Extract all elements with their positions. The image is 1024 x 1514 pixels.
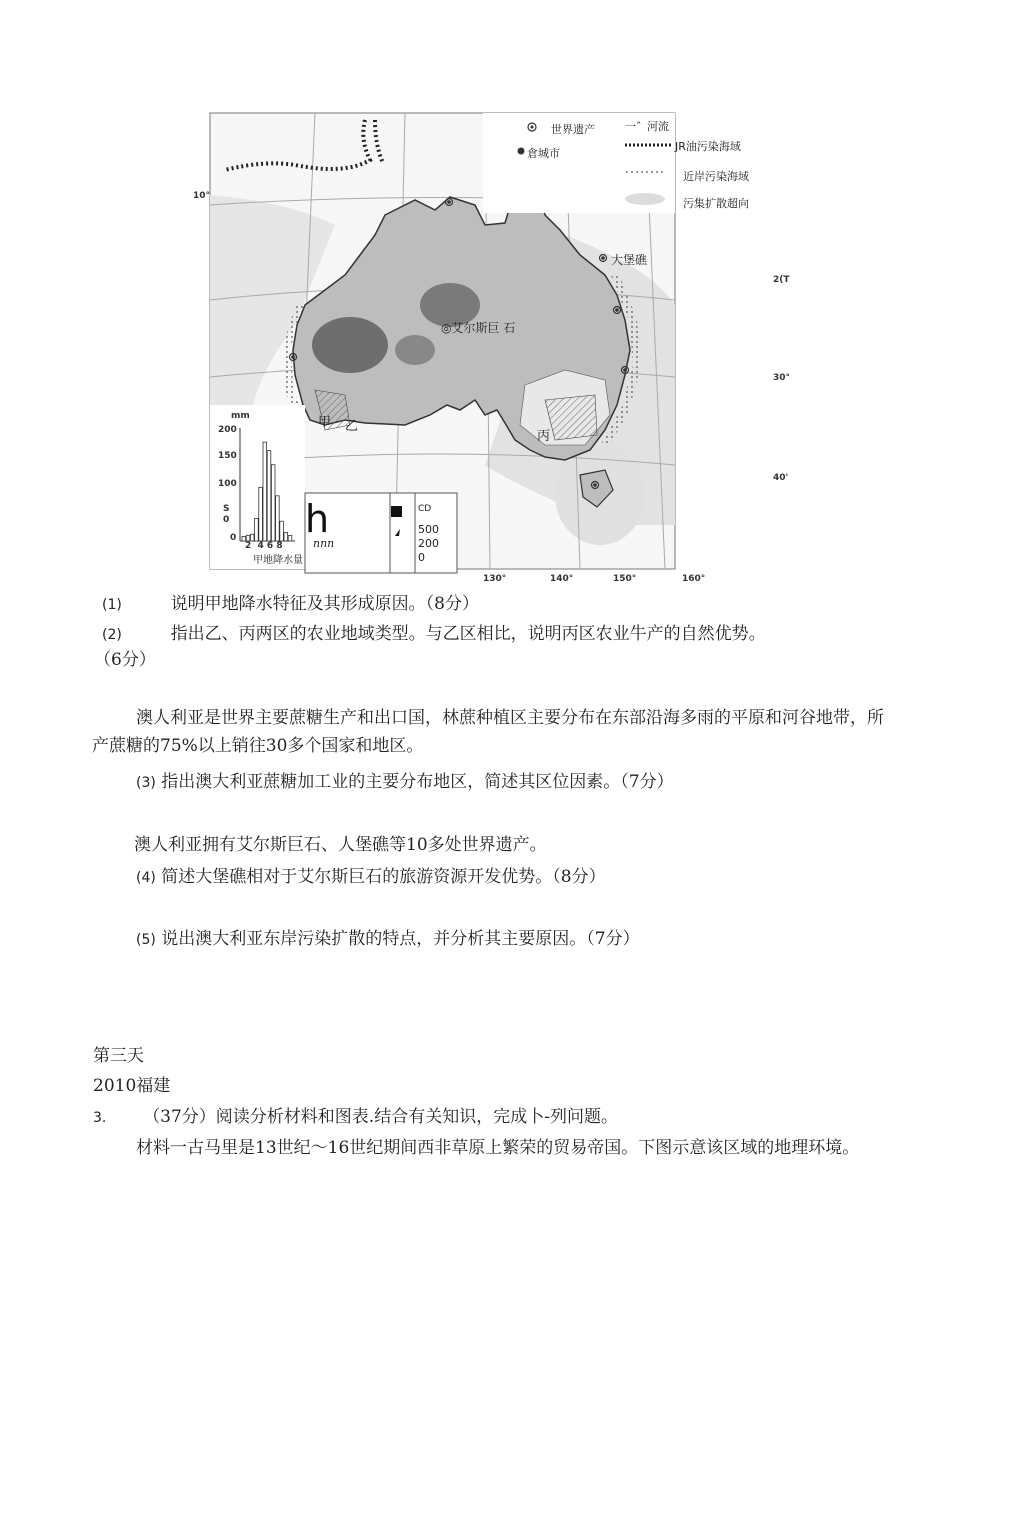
elev-0: 0 xyxy=(418,551,425,564)
legend-city: 倉城市 xyxy=(527,147,560,160)
rain-tick-0: 0 xyxy=(230,533,237,543)
question-3-text: 指出澳大利亚蔗糖加工业的主要分布地区，简述其区位因素。（7分） xyxy=(161,772,674,792)
elev-200: 200 xyxy=(418,537,439,550)
dark-region-3 xyxy=(395,335,435,365)
rain-tick-50: S 0 xyxy=(223,504,230,525)
label-great-barrier-reef: 大堡礁 xyxy=(611,253,648,267)
lat-30: 30° xyxy=(773,373,791,383)
lat-10: 10° xyxy=(193,191,211,201)
rain-tick-100: 100 xyxy=(218,479,237,489)
elev-unit: nnn xyxy=(313,537,335,550)
legend-coastal-pollution: 近岸污染海域 xyxy=(683,170,749,183)
legend-river: 河流 xyxy=(647,120,669,133)
paragraph-heritage: 澳人利亚拥有艾尔斯巨石、人堡礁等10多处世界遗产。 xyxy=(134,835,547,855)
elev-500: 500 xyxy=(418,523,439,536)
lat-20: 2(T xyxy=(773,275,790,285)
question-2-number: (2) xyxy=(102,627,122,643)
rain-bar xyxy=(276,496,280,541)
rain-bar xyxy=(255,518,259,541)
australia-map-figure xyxy=(185,105,815,595)
rain-bar xyxy=(284,533,288,541)
lon-150: 150° xyxy=(613,574,637,584)
legend-river-mark: 一ˆ xyxy=(625,120,642,133)
question-4-text: 简述大堡礁相对于艾尔斯巨石的旅游资源开发优势。（8分） xyxy=(161,867,606,887)
question-1-number: (1) xyxy=(102,597,122,613)
legend-oil-pollution: JR油污染海域 xyxy=(675,140,741,153)
rain-bar xyxy=(267,451,271,541)
lon-140: 140° xyxy=(550,574,574,584)
day3-material: 材料一古马里是13世纪～16世纪期间西非草原上繁荣的贸易帝国。下图示意该区域的地理环境。 xyxy=(136,1138,860,1158)
rain-tick-150: 150 xyxy=(218,451,237,461)
rain-bar xyxy=(263,442,267,541)
question-3-number: (3) xyxy=(136,775,156,791)
day3-source: 2010福建 xyxy=(93,1076,171,1096)
question-2 xyxy=(102,622,766,647)
rain-bar xyxy=(280,521,284,541)
day3-question-number: 3. xyxy=(93,1110,107,1126)
question-5-text: 说出澳大利亚东岸污染扩散的特点，并分析其主要原因。（7分） xyxy=(161,929,640,949)
label-yi: 乙 xyxy=(345,419,359,434)
rain-caption: 甲地降水量 xyxy=(253,555,303,566)
label-uluru: ◎艾尔斯巨 石 xyxy=(441,321,516,335)
label-jia: 甲 xyxy=(318,415,332,430)
elev-cd: CD xyxy=(418,504,432,514)
question-4 xyxy=(136,865,606,890)
paragraph-sugar: 澳人利亚是世界主要蔗糖生产和出口国，林蔗种植区主要分布在东部沿海多雨的平原和河谷地带，所产蔗糖的75%以上销往30多个国家和地区。 xyxy=(92,708,884,756)
question-2-text: 指出乙、丙两区的农业地域类型。与乙区相比，说明丙区农业牛产的自然优势。 xyxy=(170,624,766,644)
lat-40: 40' xyxy=(773,473,789,483)
label-bing: 丙 xyxy=(537,429,551,444)
rain-bar xyxy=(288,535,292,541)
dark-region-1 xyxy=(312,317,388,373)
rain-bar xyxy=(259,487,263,541)
question-1 xyxy=(102,592,479,617)
question-4-number: (4) xyxy=(136,870,156,886)
rain-bar xyxy=(271,465,275,541)
question-1-text: 说明甲地降水特征及其形成原因。（8分） xyxy=(170,594,479,614)
rain-bar xyxy=(250,534,254,541)
rain-unit: mm xyxy=(231,411,250,421)
elev-big-letter: h xyxy=(305,497,330,541)
rain-x-ticks: 2 4 6 8 xyxy=(245,541,283,551)
question-3 xyxy=(136,770,674,795)
lon-130: 130° xyxy=(483,574,507,584)
question-5 xyxy=(136,927,640,952)
day3-question-text: （37分）阅读分析材料和图表.结合有关知识，完成卜-列问题。 xyxy=(143,1107,618,1127)
elev-swatch-dark xyxy=(391,506,402,517)
legend-world-heritage: 世界遗产 xyxy=(551,123,595,136)
day3-question xyxy=(93,1105,618,1130)
question-5-number: (5) xyxy=(136,932,156,948)
rain-tick-200: 200 xyxy=(218,425,237,435)
lon-160: 160° xyxy=(682,574,706,584)
question-2-score: （6分） xyxy=(94,650,156,670)
legend-pollution-spread: 污集扩散超向 xyxy=(683,197,749,210)
day3-title: 第三天 xyxy=(93,1046,144,1066)
